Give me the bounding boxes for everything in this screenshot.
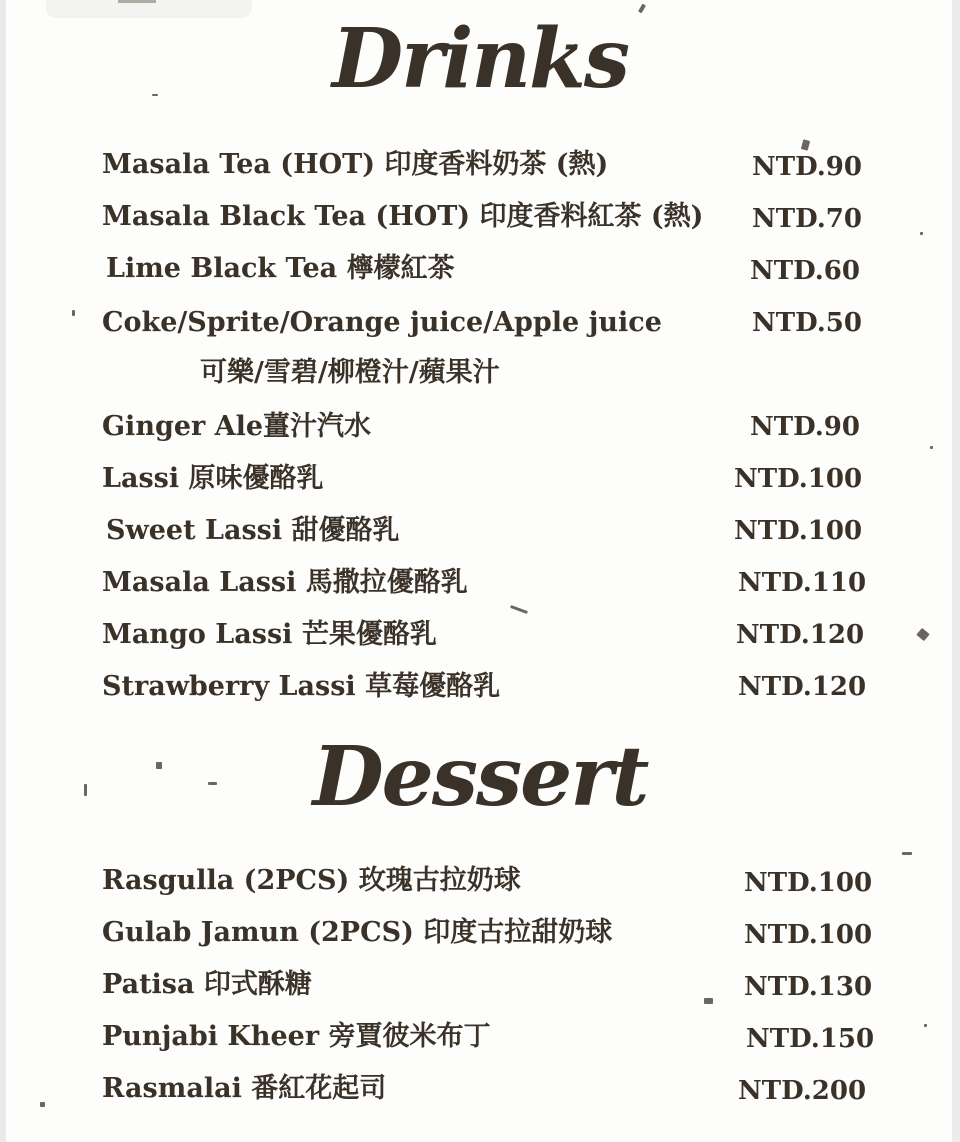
drink-name-line2: 可樂/雪碧/柳橙汁/蘋果汁 bbox=[200, 357, 500, 388]
dessert-price: NTD.100 bbox=[744, 868, 873, 898]
paper-speck bbox=[638, 4, 646, 14]
drink-name: Strawberry Lassi 草莓優酪乳 bbox=[102, 671, 501, 702]
dessert-price: NTD.200 bbox=[738, 1076, 867, 1106]
drink-name: Masala Lassi 馬撒拉優酪乳 bbox=[102, 567, 468, 598]
page-edge-left bbox=[0, 0, 6, 1142]
drink-price: NTD.50 bbox=[752, 308, 862, 338]
drink-name: Ginger Ale薑汁汽水 bbox=[102, 411, 372, 442]
paper-speck bbox=[704, 998, 713, 1004]
drink-name: Coke/Sprite/Orange juice/Apple juice bbox=[102, 307, 662, 338]
drinks-heading: Drinks bbox=[331, 11, 629, 107]
dessert-price: NTD.100 bbox=[744, 920, 873, 950]
paper-speck bbox=[510, 605, 528, 614]
page-edge-right bbox=[952, 0, 960, 1142]
dessert-heading: Dessert bbox=[312, 729, 648, 825]
drink-price: NTD.100 bbox=[734, 516, 863, 546]
drink-price: NTD.120 bbox=[736, 620, 865, 650]
dessert-name: Punjabi Kheer 旁賈彼米布丁 bbox=[102, 1021, 491, 1052]
paper-speck bbox=[902, 852, 912, 855]
drink-price: NTD.110 bbox=[738, 568, 867, 598]
paper-speck bbox=[920, 232, 923, 235]
dessert-name: Rasmalai 番紅花起司 bbox=[102, 1073, 387, 1104]
top-tab-mark bbox=[118, 0, 156, 3]
drink-price: NTD.100 bbox=[734, 464, 863, 494]
drink-name: Lime Black Tea 檸檬紅茶 bbox=[106, 253, 455, 284]
drink-price: NTD.90 bbox=[752, 152, 862, 182]
dessert-price: NTD.130 bbox=[744, 972, 873, 1002]
paper-speck bbox=[916, 628, 929, 641]
paper-speck bbox=[924, 1024, 927, 1027]
top-tab bbox=[46, 0, 252, 18]
drink-price: NTD.70 bbox=[752, 204, 862, 234]
paper-speck bbox=[801, 139, 810, 150]
drink-name: Masala Black Tea (HOT) 印度香料紅茶 (熱) bbox=[102, 201, 704, 232]
paper-speck bbox=[930, 446, 933, 449]
dessert-name: Gulab Jamun (2PCS) 印度古拉甜奶球 bbox=[102, 917, 613, 948]
paper-speck bbox=[72, 310, 75, 316]
paper-speck bbox=[40, 1102, 45, 1107]
dessert-name: Rasgulla (2PCS) 玫瑰古拉奶球 bbox=[102, 865, 521, 896]
drink-name: Lassi 原味優酪乳 bbox=[102, 463, 324, 494]
drink-name: Mango Lassi 芒果優酪乳 bbox=[102, 619, 437, 650]
drink-name: Masala Tea (HOT) 印度香料奶茶 (熱) bbox=[102, 149, 609, 180]
drink-price: NTD.90 bbox=[750, 412, 860, 442]
drink-price: NTD.60 bbox=[750, 256, 860, 286]
dessert-price: NTD.150 bbox=[746, 1024, 875, 1054]
drink-name: Sweet Lassi 甜優酪乳 bbox=[106, 515, 400, 546]
drink-price: NTD.120 bbox=[738, 672, 867, 702]
dessert-name: Patisa 印式酥糖 bbox=[102, 969, 312, 1000]
